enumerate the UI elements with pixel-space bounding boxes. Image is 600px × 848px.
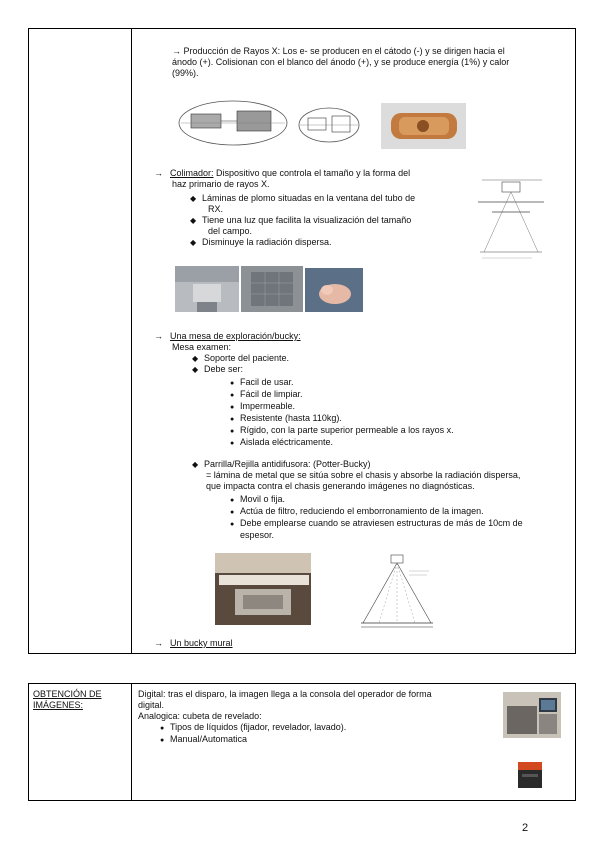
dot-bullet-icon: ● xyxy=(230,416,235,423)
colimador-desc-2: haz primario de rayos X. xyxy=(172,179,270,189)
parrilla-bullets xyxy=(230,494,523,541)
mesa-bullet-2: Debe ser: xyxy=(204,364,244,374)
processor-photo-image xyxy=(512,756,548,792)
dot-bullet-icon: ● xyxy=(160,737,165,744)
colimador-bullet-2: Tiene una luz que facilita la visualización del tamaño xyxy=(202,215,412,225)
parrilla-bullet-3: Debe emplearse cuando se atraviesen estructuras de más de 10cm de xyxy=(240,518,523,528)
diamond-bullet-icon: ◆ xyxy=(190,194,197,203)
console-photo-svg xyxy=(503,692,561,738)
colimador-photo-3-image xyxy=(305,268,363,312)
diamond-bullet-icon: ◆ xyxy=(192,460,199,469)
xray-tube-photo-image xyxy=(381,103,466,149)
diamond-bullet-icon: ◆ xyxy=(190,216,197,225)
arrow-icon: → xyxy=(154,638,163,648)
arrow-icon: → xyxy=(154,168,163,178)
colimador-diagram-svg xyxy=(472,172,550,260)
dot-bullet-icon: ● xyxy=(230,509,235,516)
digital-line-1: Digital: tras el disparo, la imagen llega a la consola del operador de forma xyxy=(138,689,432,699)
colimador-title: Colimador: xyxy=(170,168,214,178)
rayos-x-line-2: ánodo (+). Colisionan con el blanco del ánodo (+), y se produce energía (1%) y calor xyxy=(172,57,510,67)
bucky-mural-title: Un bucky mural xyxy=(170,638,233,648)
dot-bullet-icon: ● xyxy=(230,440,235,447)
digital-line-2: digital. xyxy=(138,700,165,710)
parrilla-title: Parrilla/Rejilla antidifusora: (Potter-Bucky) xyxy=(204,459,371,469)
colimador-bullet-1b: RX. xyxy=(208,204,224,214)
bucky-mural-item xyxy=(154,638,233,649)
xray-tube-schematic-image xyxy=(296,104,362,146)
dot-bullet-icon: ● xyxy=(230,497,235,504)
dot-bullet-icon: ● xyxy=(230,428,235,435)
obtencion-bullets xyxy=(160,722,346,746)
colimador-bullet-2b: del campo. xyxy=(208,226,253,236)
dot-bullet-icon: ● xyxy=(230,380,235,387)
colimador-diagram-image xyxy=(472,172,550,260)
bucky-grid-diagram-image xyxy=(357,553,437,631)
mesa-sub-bullet-2: Fácil de limpiar. xyxy=(240,389,303,399)
mesa-bullet-1: Soporte del paciente. xyxy=(204,353,290,363)
colimador-block xyxy=(154,168,410,190)
colimador-photo-2-svg xyxy=(241,266,303,312)
rayos-x-paragraph xyxy=(172,46,509,79)
bucky-grid-diagram-svg xyxy=(357,553,437,631)
mesa-bullets xyxy=(192,353,289,375)
console-photo-image xyxy=(503,692,561,738)
column-divider-top xyxy=(131,28,132,654)
parrilla-bullet-1: Movil o fija. xyxy=(240,494,286,504)
colimador-photo-1-svg xyxy=(175,266,239,312)
colimador-bullets xyxy=(190,193,415,248)
arrow-icon: → xyxy=(154,331,163,341)
diamond-bullet-icon: ◆ xyxy=(190,238,197,247)
dot-bullet-icon: ● xyxy=(230,521,235,528)
mesa-sub-bullet-5: Rígido, con la parte superior permeable a los rayos x. xyxy=(240,425,454,435)
xray-tube-diagram-svg xyxy=(175,96,291,150)
rayos-x-line-1: Producción de Rayos X: Los e- se producen en el cátodo (-) y se dirigen hacia el xyxy=(183,46,505,56)
diamond-bullet-icon: ◆ xyxy=(192,365,199,374)
manual-bullet: Manual/Automatica xyxy=(170,734,248,744)
xray-tube-diagram-image xyxy=(175,96,291,150)
diamond-bullet-icon: ◆ xyxy=(192,354,199,363)
parrilla-desc-1: = lámina de metal que se sitúa sobre el chasis y absorbe la radiación dispersa, xyxy=(206,470,521,480)
colimador-photo-3-svg xyxy=(305,268,363,312)
mesa-sub-bullets xyxy=(230,377,454,449)
rayos-x-line-3: (99%). xyxy=(172,68,199,78)
parrilla-bullet-3b: espesor. xyxy=(240,530,275,540)
colimador-photo-1-image xyxy=(175,266,239,312)
colimador-bullet-1: Láminas de plomo situadas en la ventana del tubo de xyxy=(202,193,416,203)
bucky-photo-svg xyxy=(215,553,311,625)
parrilla-block xyxy=(192,459,520,492)
mesa-subtitle: Mesa examen: xyxy=(172,342,232,352)
dot-bullet-icon: ● xyxy=(230,392,235,399)
liquidos-bullet: Tipos de líquidos (fijador, revelador, lavado). xyxy=(170,722,347,732)
mesa-sub-bullet-1: Facil de usar. xyxy=(240,377,294,387)
arrow-icon: → xyxy=(172,46,181,56)
processor-photo-svg xyxy=(512,756,548,792)
dot-bullet-icon: ● xyxy=(160,725,165,732)
mesa-sub-bullet-4: Resistente (hasta 110kg). xyxy=(240,413,342,423)
xray-tube-photo-svg xyxy=(381,103,466,149)
obtencion-label-line-2: IMÁGENES: xyxy=(33,700,84,710)
obtencion-label xyxy=(33,689,102,711)
mesa-heading xyxy=(154,331,301,353)
xray-tube-schematic-svg xyxy=(296,104,362,146)
colimador-desc-1: Dispositivo que controla el tamaño y la forma del xyxy=(213,168,411,178)
colimador-bullet-3: Disminuye la radiación dispersa. xyxy=(202,237,332,247)
column-divider-bottom xyxy=(131,683,132,801)
mesa-title: Una mesa de exploración/bucky: xyxy=(170,331,301,341)
parrilla-desc-2: que impacta contra el chasis generando imágenes no diagnósticas. xyxy=(206,481,475,491)
obtencion-content xyxy=(138,689,432,722)
obtencion-label-line-1: OBTENCIÓN DE xyxy=(33,689,102,699)
parrilla-bullet-2: Actúa de filtro, reduciendo el emborronamiento de la imagen. xyxy=(240,506,484,516)
colimador-photo-2-image xyxy=(241,266,303,312)
mesa-sub-bullet-3: Impermeable. xyxy=(240,401,296,411)
page-number: 2 xyxy=(522,822,529,834)
dot-bullet-icon: ● xyxy=(230,404,235,411)
bucky-photo-image xyxy=(215,553,311,625)
mesa-sub-bullet-6: Aislada eléctricamente. xyxy=(240,437,334,447)
analogica-line: Analogica: cubeta de revelado: xyxy=(138,711,262,721)
